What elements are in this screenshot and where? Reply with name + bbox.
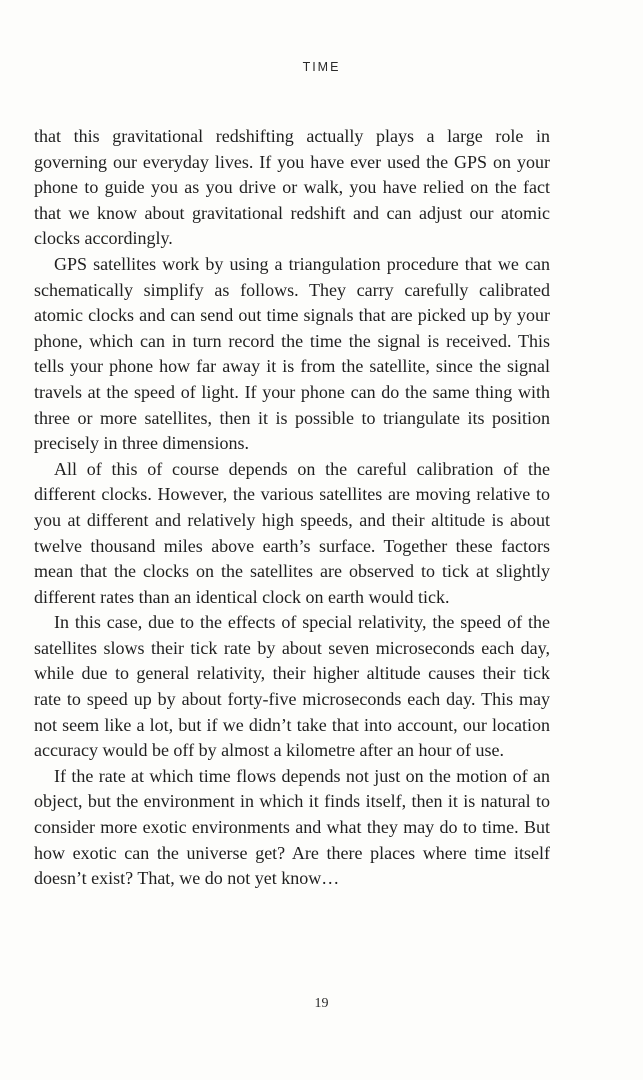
running-head: TIME [302,60,341,74]
paragraph: If the rate at which time flows depends not just on the motion of an object, but the environment in which it finds itself, then it is natural to consider more exotic environments and what they may do to time. But how exotic can the universe get? Are there places where time itself doesn’t exist? That, we do not yet know… [34,765,550,889]
paragraph: All of this of course depends on the careful calibration of the different clocks. However, the various satellites are moving relative to you at different and relatively high speeds, and their altitude is about twelve thousand miles above earth’s surface. Together these factors mean that the clocks on the satellites are observed to tick at slightly different rates than an identical clock on earth would tick. [34,458,550,607]
paragraph: In this case, due to the effects of special relativity, the speed of the satellites slows their tick rate by about seven microseconds each day, while due to general relativity, their higher altitude causes their tick rate to speed up by about forty-five microseconds each day. This may not seem like a lot, but if we didn’t take that into account, our location accuracy would be off by almost a kilometre after an hour of use. [34,612,550,761]
paragraph: GPS satellites work by using a triangulation procedure that we can schematically simplify as follows. They carry carefully calibrated atomic clocks and can send out time signals that are picked up by your phone, which can in turn record the time the signal is received. This tells your phone how far away it is from the satellite, since the signal travels at the speed of light. If your phone can do the same thing with three or more satellites, then it is possible to triangulate its position precisely in three dimensions. [34,253,550,454]
page-number: 19 [314,996,329,1011]
body-text [34,124,550,892]
paragraph: that this gravitational redshifting actually plays a large role in governing our everyday lives. If you have ever used the GPS on your phone to guide you as you drive or walk, you have relied on the fact that we know about gravitational redshift and can adjust our atomic clocks accordingly. [34,126,550,249]
